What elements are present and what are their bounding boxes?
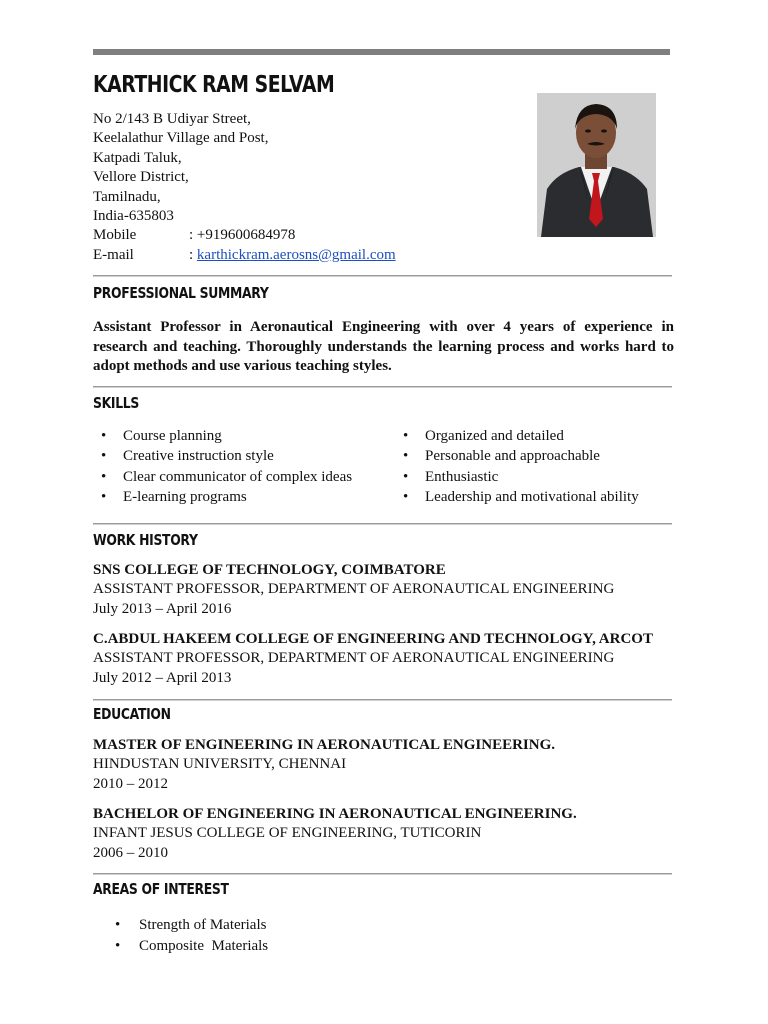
section-divider bbox=[93, 699, 672, 700]
skills-list-left bbox=[94, 426, 352, 507]
address-line: Katpadi Taluk, bbox=[93, 149, 182, 166]
education-entry bbox=[93, 736, 555, 794]
bullet-icon: • bbox=[403, 428, 409, 444]
candidate-name: KARTHICK RAM SELVAM bbox=[93, 72, 335, 98]
job-employer: SNS COLLEGE OF TECHNOLOGY, COIMBATORE bbox=[93, 562, 446, 578]
skill-item: • Leadership and motivational ability bbox=[396, 487, 639, 507]
mobile-label: Mobile bbox=[93, 227, 137, 244]
degree-dates: 2010 – 2012 bbox=[93, 775, 168, 792]
bullet-icon: • bbox=[115, 917, 121, 933]
skill-item: • Personable and approachable bbox=[396, 446, 639, 466]
bullet-icon: • bbox=[403, 468, 409, 485]
job-role: ASSISTANT PROFESSOR, DEPARTMENT OF AERONAUTICAL ENGINEERING bbox=[93, 581, 615, 598]
contact-block bbox=[93, 110, 396, 265]
skill-item: • Clear communicator of complex ideas bbox=[94, 467, 352, 487]
job-entry bbox=[93, 630, 653, 688]
skill-item: • E-learning programs bbox=[94, 487, 352, 507]
address-line: India-635803 bbox=[93, 208, 174, 225]
bullet-icon: • bbox=[101, 448, 107, 465]
interests-heading: AREAS OF INTEREST bbox=[93, 880, 229, 898]
section-divider bbox=[93, 873, 672, 874]
bullet-icon: • bbox=[101, 468, 107, 485]
degree-dates: 2006 – 2010 bbox=[93, 844, 168, 861]
bullet-icon: • bbox=[101, 428, 107, 444]
address-line: Vellore District, bbox=[93, 169, 189, 186]
bullet-icon: • bbox=[101, 488, 107, 505]
education-heading: EDUCATION bbox=[93, 705, 171, 723]
profile-photo bbox=[537, 93, 656, 237]
degree-title: BACHELOR OF ENGINEERING IN AERONAUTICAL ENGINEERING. bbox=[93, 806, 577, 822]
work-history-heading: WORK HISTORY bbox=[93, 531, 198, 549]
job-dates: July 2012 – April 2013 bbox=[93, 669, 232, 686]
summary-heading: PROFESSIONAL SUMMARY bbox=[93, 284, 269, 302]
job-employer: C.ABDUL HAKEEM COLLEGE OF ENGINEERING AND TECHNOLOGY, ARCOT bbox=[93, 631, 653, 647]
section-divider bbox=[93, 386, 672, 387]
skills-list-right bbox=[396, 426, 639, 507]
job-entry bbox=[93, 561, 614, 619]
skill-item: • Creative instruction style bbox=[94, 446, 352, 466]
degree-school: HINDUSTAN UNIVERSITY, CHENNAI bbox=[93, 756, 347, 773]
mobile-row bbox=[93, 226, 396, 245]
email-row bbox=[93, 246, 396, 265]
degree-title: MASTER OF ENGINEERING IN AERONAUTICAL ENGINEERING. bbox=[93, 737, 556, 753]
interests-list bbox=[110, 915, 268, 956]
job-role: ASSISTANT PROFESSOR, DEPARTMENT OF AERONAUTICAL ENGINEERING bbox=[93, 650, 615, 667]
skill-item: • Organized and detailed bbox=[396, 426, 639, 446]
section-divider bbox=[93, 523, 672, 524]
bullet-icon: • bbox=[403, 488, 409, 505]
section-divider bbox=[93, 275, 672, 276]
bullet-icon: • bbox=[403, 448, 409, 465]
bullet-icon: • bbox=[115, 937, 121, 954]
mobile-value: : +919600684978 bbox=[189, 227, 296, 244]
degree-school: INFANT JESUS COLLEGE OF ENGINEERING, TUTICORIN bbox=[93, 825, 482, 842]
address-line: Keelalathur Village and Post, bbox=[93, 130, 269, 147]
email-label: E-mail bbox=[93, 246, 134, 263]
email-link[interactable]: karthickram.aerosns@gmail.com bbox=[196, 246, 396, 263]
address-line: No 2/143 B Udiyar Street, bbox=[93, 111, 251, 127]
skill-item: • Enthusiastic bbox=[396, 467, 639, 487]
interest-item: • Strength of Materials bbox=[110, 915, 268, 936]
education-entry bbox=[93, 805, 577, 863]
top-rule-bar bbox=[93, 49, 670, 55]
address-line: Tamilnadu, bbox=[93, 188, 161, 205]
skill-item: • Course planning bbox=[94, 426, 352, 446]
summary-text: Assistant Professor in Aeronautical Engineering with over 4 years of experience in research and teaching. Thoroughly understands the learning process and works hard to adopt methods and use various teaching styles. bbox=[93, 319, 674, 375]
email-prefix: : bbox=[189, 246, 197, 263]
skills-heading: SKILLS bbox=[93, 394, 139, 412]
job-dates: July 2013 – April 2016 bbox=[93, 600, 232, 617]
interest-item: • Composite Materials bbox=[110, 936, 268, 957]
